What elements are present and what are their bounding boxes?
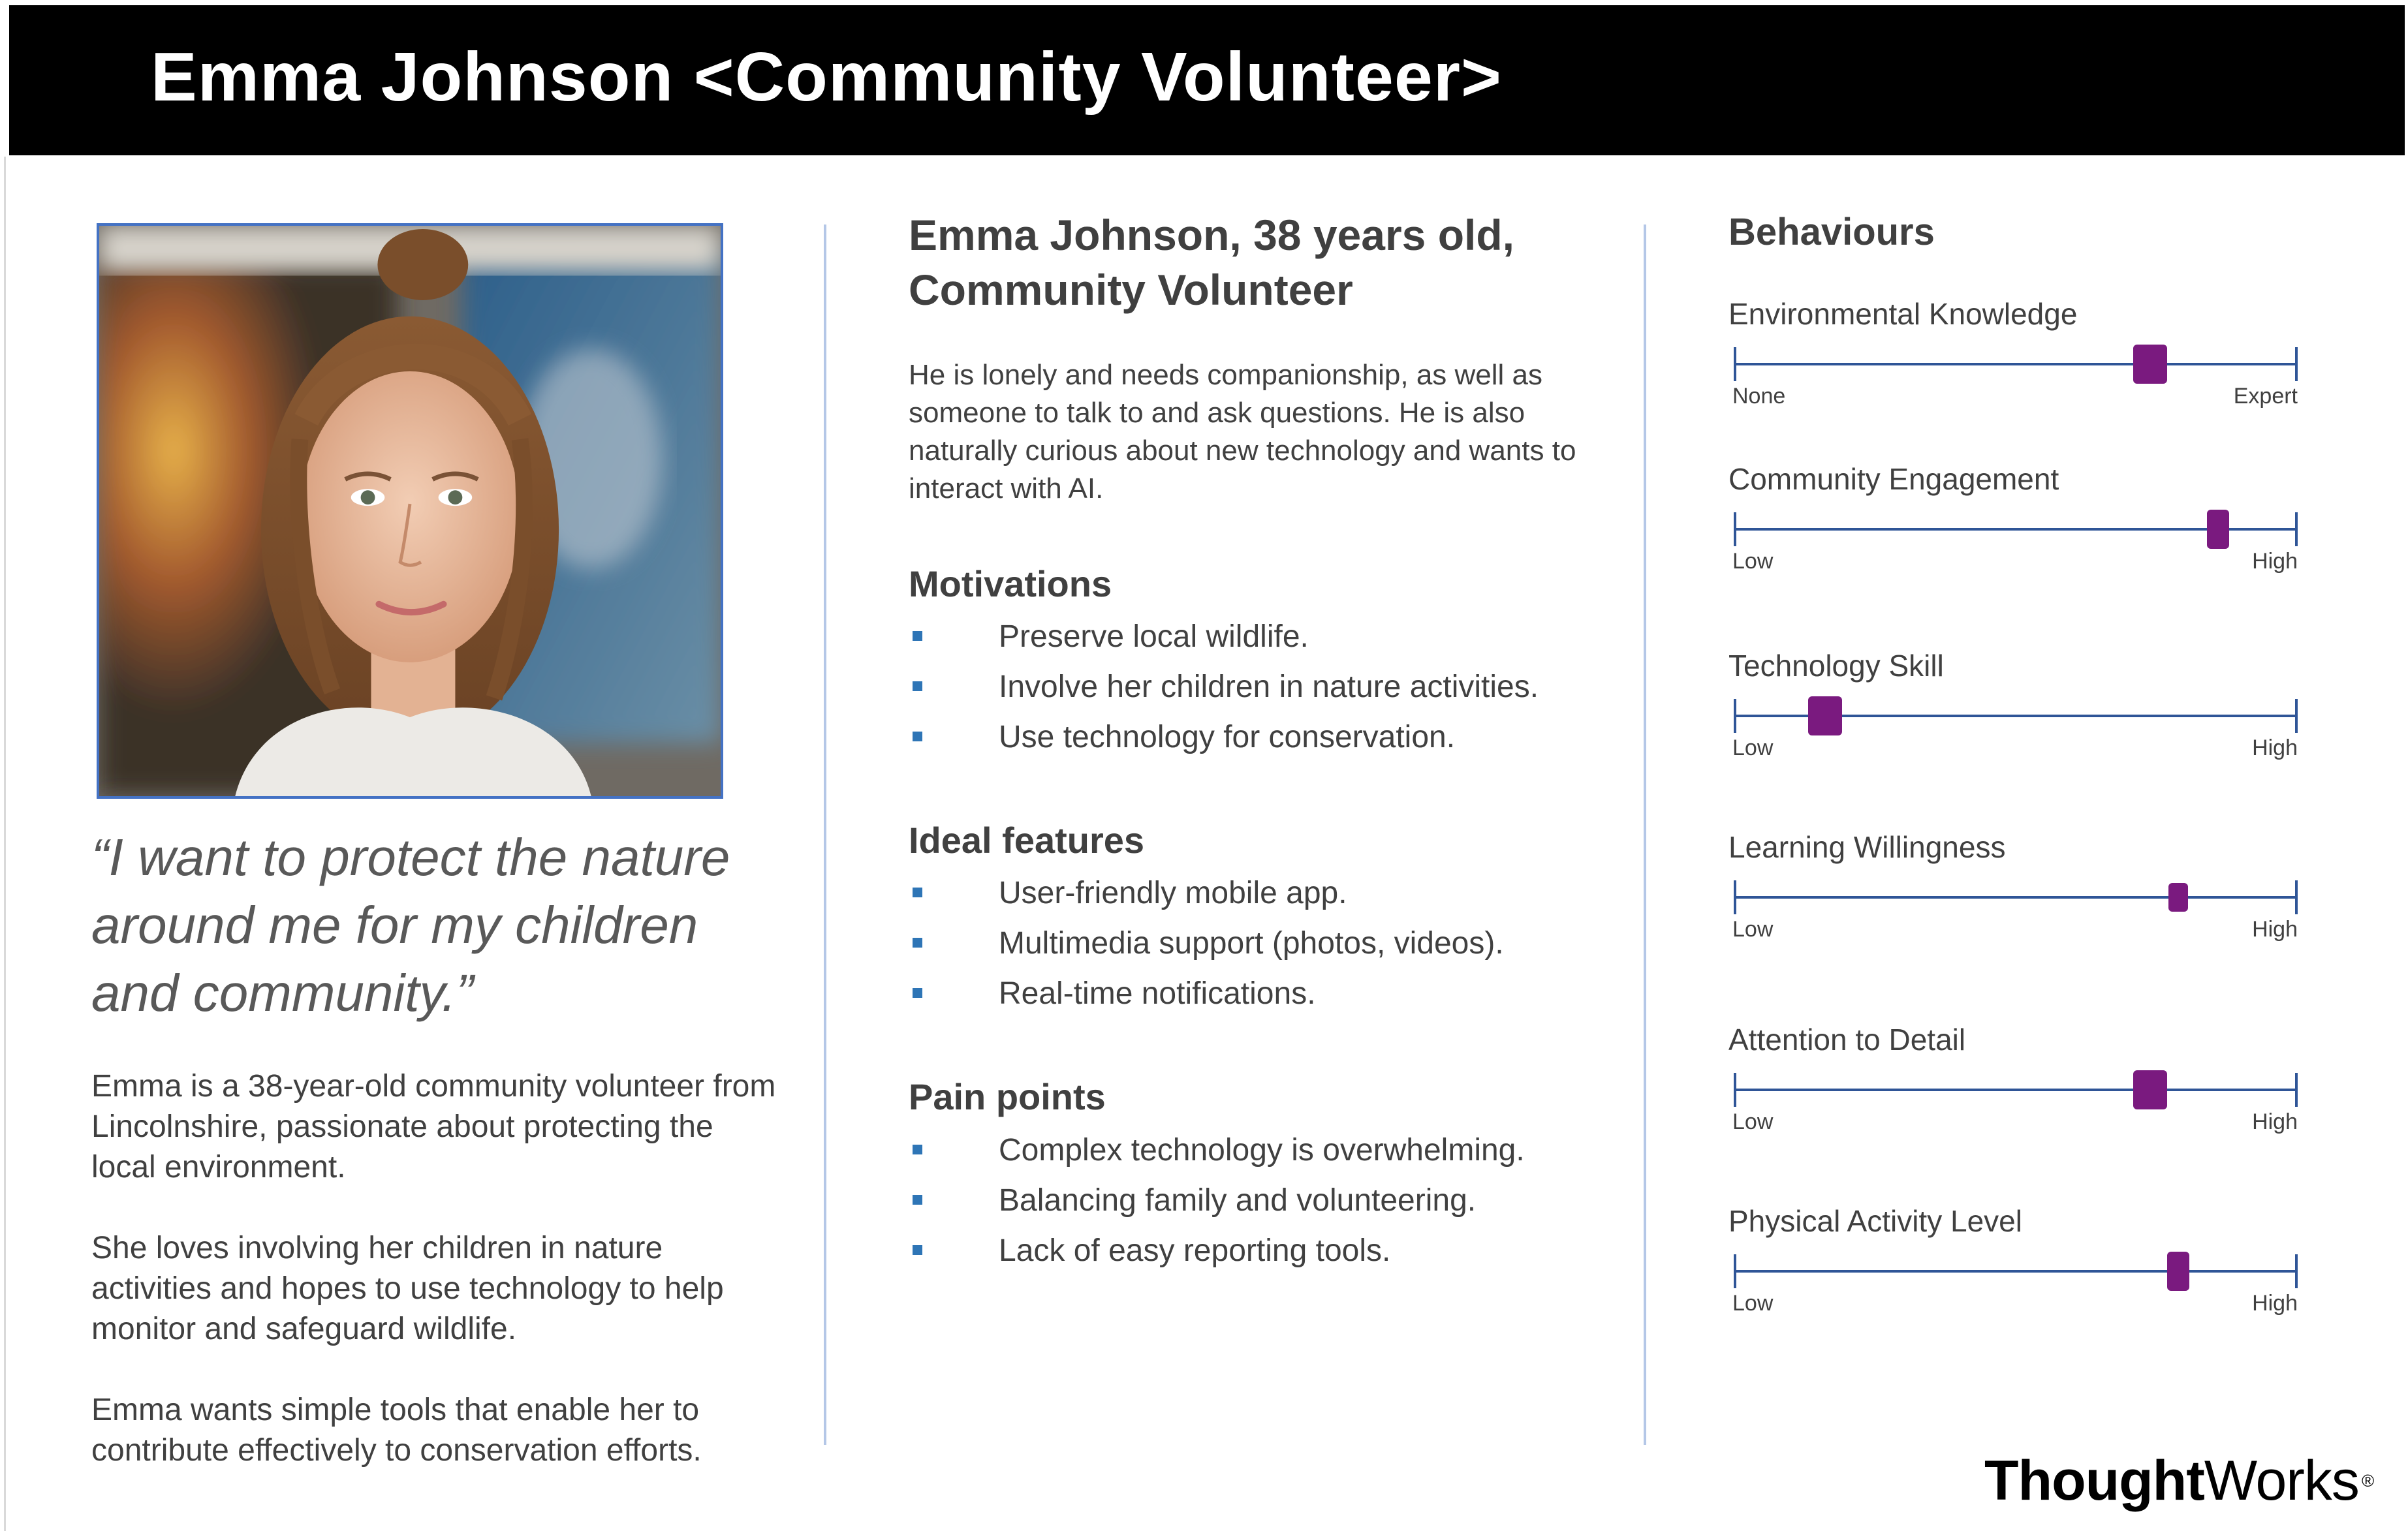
bullet-icon <box>913 1245 922 1255</box>
list-item: User-friendly mobile app. <box>909 868 1627 918</box>
pain-points-heading: Pain points <box>909 1076 1106 1117</box>
behaviour-label: Environmental Knowledge <box>1728 297 2078 331</box>
slider-max-tick <box>2295 347 2298 381</box>
slider-max-label: High <box>2252 917 2298 942</box>
slider-min-label: Low <box>1732 549 1774 574</box>
slider-min-label: None <box>1732 384 1786 409</box>
ideal-features-heading: Ideal features <box>909 820 1145 861</box>
slider-knob <box>2133 345 2167 384</box>
slider-max-label: High <box>2252 549 2298 574</box>
slider-track <box>1735 1089 2296 1091</box>
pain-points-list <box>909 1125 1627 1276</box>
slider-min-label: Low <box>1732 1291 1774 1316</box>
list-item: Involve her children in nature activities. <box>909 662 1627 712</box>
behaviour-label: Attention to Detail <box>1728 1023 1966 1057</box>
header-bar <box>9 5 2405 155</box>
list-item: Multimedia support (photos, videos). <box>909 918 1627 968</box>
behaviour-community-engagement <box>1728 461 2303 592</box>
slider-max-tick <box>2295 880 2298 914</box>
column-divider-right <box>1644 224 1646 1445</box>
bio-paragraph-3: Emma wants simple tools that enable her to contribute effectively to conservation efforts. <box>91 1393 702 1468</box>
slider-track <box>1735 363 2296 365</box>
bullet-icon <box>913 988 922 998</box>
list-item: Use technology for conservation. <box>909 712 1627 762</box>
behaviour-label: Community Engagement <box>1728 462 2059 496</box>
slider-min-tick <box>1734 880 1736 914</box>
column-divider-left <box>824 224 826 1445</box>
slider-min-tick <box>1734 699 1736 733</box>
slider-min-label: Low <box>1732 735 1774 760</box>
slider-track <box>1735 896 2296 899</box>
persona-description: He is lonely and needs companionship, as well as someone to talk to and ask questions. He is also naturally curious about new technology and wants to interact with AI. <box>909 359 1576 504</box>
slider-min-label: Low <box>1732 917 1774 942</box>
list-item: Balancing family and volunteering. <box>909 1175 1627 1226</box>
slider-min-tick <box>1734 347 1736 381</box>
motivations-heading: Motivations <box>909 563 1112 604</box>
behaviour-physical-activity-level <box>1728 1203 2303 1334</box>
behaviour-environmental-knowledge <box>1728 296 2303 427</box>
persona-quote: “I want to protect the nature around me for my children and community.” <box>91 828 730 1022</box>
slider-min-tick <box>1734 1073 1736 1107</box>
bullet-icon <box>913 1195 922 1205</box>
bullet-icon <box>913 681 922 691</box>
slider-max-tick <box>2295 1073 2298 1107</box>
slider-max-label: Expert <box>2233 384 2298 409</box>
bullet-icon <box>913 888 922 897</box>
page-border <box>4 157 6 1531</box>
behaviours-heading: Behaviours <box>1728 211 1935 253</box>
slider-knob <box>2133 1070 2167 1109</box>
ideal-features-list <box>909 868 1627 1019</box>
bullet-icon <box>913 1145 922 1154</box>
slider-min-tick <box>1734 1254 1736 1288</box>
list-item: Preserve local wildlife. <box>909 611 1627 662</box>
slider-knob <box>2168 883 2188 912</box>
slider-track <box>1735 1270 2296 1273</box>
list-item: Real-time notifications. <box>909 968 1627 1019</box>
slider-knob <box>2167 1252 2189 1291</box>
behaviour-technology-skill <box>1728 648 2303 779</box>
thoughtworks-logo: ThoughtWorks ® <box>1984 1449 2374 1512</box>
behaviour-label: Physical Activity Level <box>1728 1204 2022 1238</box>
list-item: Lack of easy reporting tools. <box>909 1226 1627 1276</box>
portrait-image <box>99 226 721 796</box>
persona-photo <box>97 223 723 799</box>
slider-min-tick <box>1734 512 1736 546</box>
slider-max-label: High <box>2252 735 2298 760</box>
motivations-list <box>909 611 1627 762</box>
bio-paragraph-2: She loves involving her children in nature activities and hopes to use technology to help monitor and safeguard wildlife. <box>91 1231 724 1346</box>
slider-min-label: Low <box>1732 1109 1774 1134</box>
slider-max-label: High <box>2252 1291 2298 1316</box>
behaviour-label: Learning Willingness <box>1728 830 2006 864</box>
slider-knob <box>1808 696 1842 735</box>
slider-max-tick <box>2295 1254 2298 1288</box>
behaviour-label: Technology Skill <box>1728 649 1944 683</box>
persona-name-age: Emma Johnson, 38 years old, Community Volunteer <box>909 211 1514 314</box>
bullet-icon <box>913 732 922 741</box>
bullet-icon <box>913 938 922 948</box>
behaviour-attention-to-detail <box>1728 1022 2303 1152</box>
bio-paragraph-1: Emma is a 38-year-old community volunteer from Lincolnshire, passionate about protecting the local environment. <box>91 1069 776 1184</box>
slider-max-tick <box>2295 699 2298 733</box>
slider-max-tick <box>2295 512 2298 546</box>
page-title: Emma Johnson <Community Volunteer> <box>151 39 1502 116</box>
bullet-icon <box>913 631 922 641</box>
list-item: Complex technology is overwhelming. <box>909 1125 1627 1175</box>
behaviour-learning-willingness <box>1728 829 2303 960</box>
slider-max-label: High <box>2252 1109 2298 1134</box>
slider-knob <box>2207 510 2229 549</box>
